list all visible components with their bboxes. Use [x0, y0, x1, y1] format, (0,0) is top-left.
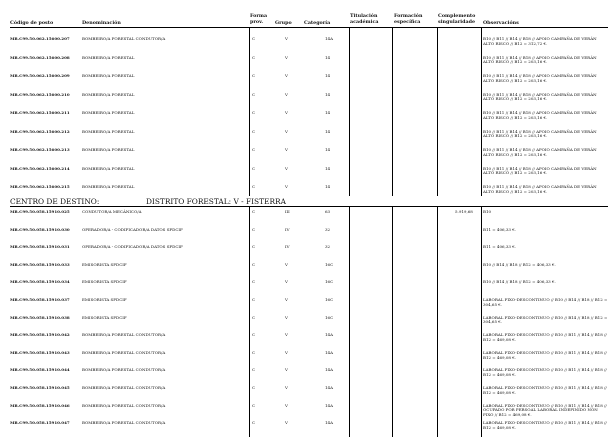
cell-forma-prov: C [252, 314, 256, 320]
cell-forma-prov: C [252, 209, 256, 214]
cell-observacions: LABORAL FIXO-DESCONTINUO // B10 // B11 // B14 // B18 // B12 = 469,08 €. [483, 349, 607, 360]
cell-codigo: MR.C99.50.062.15600.210 [10, 91, 70, 97]
cell-forma-prov: C [252, 332, 256, 338]
cell-forma-prov: C [252, 110, 256, 115]
cell-grupo: V [285, 54, 288, 60]
cell-forma-prov: C [252, 244, 256, 250]
cell-grupo: IV [285, 244, 290, 250]
cell-categoria: 32 [325, 226, 331, 232]
cell-forma-prov: C [252, 165, 256, 171]
col-header-codigo: Código de posto [10, 20, 54, 26]
column-separator [392, 207, 393, 437]
cell-codigo: MR.C99.50.058.15910.034 [10, 279, 70, 285]
cell-denominacion: EMISORISTA SPDCIF [82, 261, 127, 267]
cell-codigo: MR.C99.50.058.15910.046 [10, 402, 70, 408]
column-separator [349, 28, 350, 196]
cell-categoria: 14 [325, 184, 331, 189]
cell-categoria: 14A [325, 420, 333, 426]
cell-denominacion: BOMBEIRO/A FORESTAL CONDUTOR/A [82, 402, 166, 408]
cell-codigo: MR.C99.50.062.15600.208 [10, 54, 70, 60]
cell-codigo: MR.C99.50.058.15910.042 [10, 332, 70, 338]
cell-grupo: V [285, 91, 288, 97]
cell-grupo: IV [285, 226, 290, 232]
cell-codigo: MR.C99.50.058.15910.037 [10, 297, 70, 302]
cell-categoria: 14 [325, 147, 331, 152]
cell-forma-prov: C [252, 279, 256, 285]
cell-forma-prov: C [252, 36, 256, 41]
cell-categoria: 16C [325, 297, 334, 302]
cell-grupo: V [285, 297, 288, 302]
cell-categoria: 14 [325, 128, 331, 134]
cell-observacions: B10 // B11 // B14 // B18 // APOIO CAMPAÑA DE VERÁN ALTO RISCO // B12 = 312,72 €. [483, 36, 597, 46]
cell-codigo: MR.C99.50.058.15910.030 [10, 226, 70, 232]
cell-codigo: MR.C99.50.062.15600.207 [10, 36, 70, 41]
cell-observacions: LABORAL FIXO-DESCONTINUO // B10 // B11 // B14 // B18 // B12 = 469,08 €. [483, 420, 607, 430]
column-separator [392, 28, 393, 196]
cell-codigo: MR.C99.50.058.15910.047 [10, 420, 70, 426]
centro-destino-value: DISTRITO FORESTAL: V - FISTERRA [146, 197, 286, 206]
cell-observacions: B10 // B11 // B14 // B18 // APOIO CAMPAÑA DE VERÁN ALTO RISCO // B12 = 203,16 €. [483, 184, 597, 194]
cell-grupo: III [285, 209, 290, 214]
cell-denominacion: OPERADOR/A - CODIFICADOR/A DATOS SPDCIF [82, 244, 183, 250]
cell-codigo: MR.C99.50.062.15600.212 [10, 128, 70, 134]
cell-forma-prov: C [252, 420, 256, 426]
cell-complemento: 5.919,68 [455, 209, 473, 214]
cell-forma-prov: C [252, 54, 256, 60]
cell-denominacion: BOMBEIRO/A FORESTAL [82, 184, 135, 189]
cell-categoria: 32 [325, 244, 331, 250]
cell-denominacion: EMISORISTA SPDCIF [82, 314, 127, 320]
cell-categoria: 14A [325, 349, 333, 355]
cell-denominacion: BOMBEIRO/A FORESTAL [82, 147, 135, 152]
cell-denominacion: EMISORISTA SPDCIF [82, 297, 127, 302]
cell-denominacion: BOMBEIRO/A FORESTAL [82, 91, 135, 97]
column-separator [481, 207, 482, 437]
cell-denominacion: BOMBEIRO/A FORESTAL [82, 110, 135, 115]
cell-categoria: 14A [325, 332, 333, 338]
cell-grupo: V [285, 279, 288, 285]
column-separator [249, 28, 250, 196]
cell-forma-prov: C [252, 261, 256, 267]
cell-grupo: V [285, 349, 288, 355]
cell-denominacion: OPERADOR/A - CODIFICADOR/A DATOS SPDCIF [82, 226, 183, 232]
cell-observacions: B10 // B14 // B18 // B12 = 406,33 €. [483, 279, 556, 285]
center-rule [10, 206, 608, 207]
cell-observacions: B10 // B11 // B14 // B18 // APOIO CAMPAÑA DE VERÁN ALTO RISCO // B12 = 203,16 €. [483, 147, 597, 157]
cell-denominacion: BOMBEIRO/A FORESTAL CONDUTOR/A [82, 349, 166, 355]
cell-forma-prov: C [252, 367, 256, 373]
cell-forma-prov: C [252, 184, 256, 189]
cell-categoria: 14A [325, 385, 333, 390]
column-separator [481, 28, 482, 196]
cell-grupo: V [285, 261, 288, 267]
cell-observacions: B10 [483, 209, 492, 214]
cell-categoria: 14 [325, 110, 331, 115]
cell-grupo: V [285, 314, 288, 320]
centro-destino-label: CENTRO DE DESTINO: [10, 197, 100, 206]
cell-categoria: 14 [325, 91, 331, 97]
column-separator [249, 207, 250, 437]
cell-observacions: LABORAL FIXO-DESCONTINUO // B10 // B11 // B14 // B18 // B12 = 469,08 €. [483, 367, 607, 378]
cell-denominacion: BOMBEIRO/A FORESTAL [82, 73, 135, 78]
cell-observacions: LABORAL FIXO-DESCONTINUO // B10 // B11 // B14 // B18 // OCUPADO POR PERSOAL LABORAL INDEFINIDO NON FIXO // B12 = 469,08 €. [483, 402, 607, 418]
cell-codigo: MR.C99.50.058.15910.044 [10, 367, 70, 373]
col-header-forma-prov: Forma prov. [250, 13, 268, 25]
col-header-titulacion: Titulación académica [350, 13, 379, 25]
cell-grupo: V [285, 165, 288, 171]
cell-forma-prov: C [252, 402, 256, 408]
cell-grupo: V [285, 184, 288, 189]
cell-observacions: B10 // B11 // B14 // B18 // APOIO CAMPAÑA DE VERÁN ALTO RISCO // B12 = 203,16 €. [483, 128, 597, 139]
cell-forma-prov: C [252, 147, 256, 152]
cell-grupo: V [285, 110, 288, 115]
cell-denominacion: BOMBEIRO/A FORESTAL CONDUTOR/A [82, 367, 166, 373]
cell-forma-prov: C [252, 128, 256, 134]
cell-forma-prov: C [252, 349, 256, 355]
cell-categoria: 14A [325, 36, 333, 41]
col-header-observacions: Observacións [483, 20, 519, 26]
cell-grupo: V [285, 147, 288, 152]
cell-categoria: 16C [325, 261, 334, 267]
cell-grupo: V [285, 420, 288, 426]
col-header-formacion: Formación específica [394, 13, 423, 25]
cell-categoria: 63 [325, 209, 331, 214]
col-header-denominacion: Denominación [82, 20, 121, 26]
cell-grupo: V [285, 128, 288, 134]
cell-denominacion: BOMBEIRO/A FORESTAL CONDUTOR/A [82, 385, 166, 390]
cell-codigo: MR.C99.50.058.15910.038 [10, 314, 70, 320]
cell-categoria: 14A [325, 367, 333, 373]
cell-observacions: B10 // B11 // B14 // B18 // APOIO CAMPAÑA DE VERÁN ALTO RISCO // B12 = 203,16 €. [483, 73, 597, 83]
cell-denominacion: BOMBEIRO/A FORESTAL [82, 165, 135, 171]
cell-observacions: B10 // B14 // B18 // B12 = 406,33 €. [483, 261, 556, 267]
cell-denominacion: BOMBEIRO/A FORESTAL CONDUTOR/A [82, 332, 166, 338]
cell-denominacion: BOMBEIRO/A FORESTAL CONDUTOR/A [82, 36, 166, 41]
cell-observacions: LABORAL FIXO-DESCONTINUO // B10 // B14 // B18 // B12 = 304,65 €. [483, 314, 608, 325]
cell-codigo: MR.C99.50.058.15910.033 [10, 261, 70, 267]
cell-forma-prov: C [252, 385, 256, 390]
cell-denominacion: CONDUTOR/A MECÁNICO/A [82, 209, 142, 214]
cell-forma-prov: C [252, 226, 256, 232]
column-separator [437, 28, 438, 196]
cell-codigo: MR.C99.50.062.15600.209 [10, 73, 70, 78]
cell-observacions: B10 // B11 // B14 // B18 // APOIO CAMPAÑA DE VERÁN ALTO RISCO // B12 = 203,16 €. [483, 91, 597, 102]
cell-observacions: B10 // B11 // B14 // B18 // APOIO CAMPAÑA DE VERÁN ALTO RISCO // B12 = 203,16 €. [483, 165, 597, 176]
cell-codigo: MR.C99.50.062.15600.215 [10, 184, 70, 189]
cell-observacions: LABORAL FIXO-DESCONTINUO // B10 // B11 // B14 // B18 // B12 = 469,08 €. [483, 385, 607, 395]
header-rule [10, 27, 608, 28]
col-header-grupo: Grupo [275, 20, 292, 26]
cell-observacions: LABORAL FIXO-DESCONTINUO // B10 // B11 // B14 // B18 // B12 = 469,08 €. [483, 332, 607, 342]
cell-grupo: V [285, 402, 288, 408]
cell-forma-prov: C [252, 73, 256, 78]
cell-categoria: 14 [325, 73, 331, 78]
cell-forma-prov: C [252, 297, 256, 302]
cell-denominacion: EMISORISTA SPDCIF [82, 279, 127, 285]
cell-observacions: B11 = 406,33 €. [483, 244, 517, 250]
cell-codigo: MR.C99.50.058.15910.025 [10, 209, 70, 214]
cell-categoria: 16C [325, 314, 334, 320]
cell-grupo: V [285, 385, 288, 390]
cell-codigo: MR.C99.50.062.15600.213 [10, 147, 70, 152]
column-separator [349, 207, 350, 437]
cell-categoria: 14A [325, 402, 333, 408]
cell-grupo: V [285, 332, 288, 338]
cell-observacions: B11 = 406,33 €. [483, 226, 517, 232]
cell-categoria: 14 [325, 54, 331, 60]
cell-forma-prov: C [252, 91, 256, 97]
cell-denominacion: BOMBEIRO/A FORESTAL [82, 128, 135, 134]
cell-grupo: V [285, 36, 288, 41]
cell-observacions: B10 // B11 // B14 // B18 // APOIO CAMPAÑA DE VERÁN ALTO RISCO // B12 = 203,16 €. [483, 54, 597, 65]
cell-observacions: LABORAL FIXO-DESCONTINUO // B10 // B14 // B18 // B12 = 304,65 €. [483, 297, 608, 307]
column-separator [437, 207, 438, 437]
cell-categoria: 16C [325, 279, 334, 285]
cell-categoria: 14 [325, 165, 331, 171]
col-header-complemento: Complemento singularidade [438, 13, 476, 25]
cell-codigo: MR.C99.50.062.15600.214 [10, 165, 70, 171]
col-header-categoria: Categoría [304, 20, 331, 26]
cell-codigo: MR.C99.50.062.15600.211 [10, 110, 70, 115]
cell-observacions: B10 // B11 // B14 // B18 // APOIO CAMPAÑA DE VERÁN ALTO RISCO // B12 = 203,16 €. [483, 110, 597, 120]
cell-grupo: V [285, 367, 288, 373]
cell-codigo: MR.C99.50.058.15910.043 [10, 349, 70, 355]
cell-denominacion: BOMBEIRO/A FORESTAL [82, 54, 135, 60]
cell-codigo: MR.C99.50.058.15910.031 [10, 244, 70, 250]
cell-grupo: V [285, 73, 288, 78]
cell-codigo: MR.C99.50.058.15910.045 [10, 385, 70, 390]
cell-denominacion: BOMBEIRO/A FORESTAL CONDUTOR/A [82, 420, 166, 426]
